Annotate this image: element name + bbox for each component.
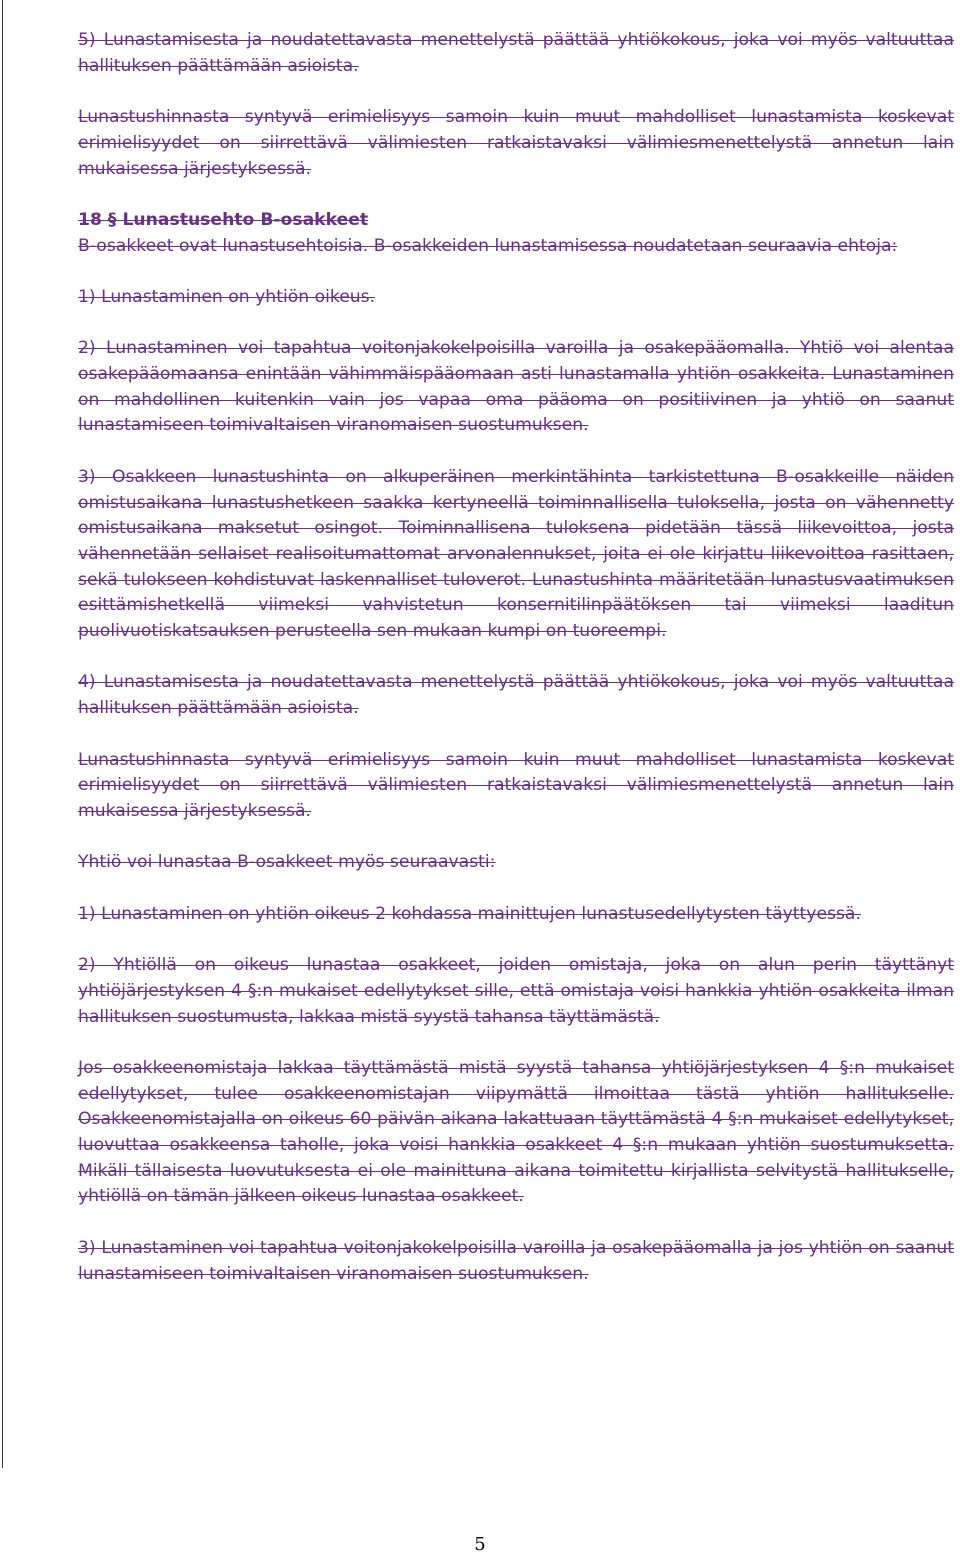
paragraph-1-conditions: 1) Lunastaminen on yhtiön oikeus 2 kohdassa mainittujen lunastusedellytysten täyttyessä. <box>78 903 861 924</box>
paragraph-1-right: 1) Lunastaminen on yhtiön oikeus. <box>78 286 376 307</box>
paragraph-also-redeem: Yhtiö voi lunastaa B-osakkeet myös seuraavasti: <box>78 852 496 873</box>
document-body <box>78 28 954 1313</box>
paragraph-2-funds: 2) Lunastaminen voi tapahtua voitonjakokelpoisilla varoilla ja osakepääomalla. Yhtiö voi alentaa osakepääomaansa enintään vähimmäispääomaan asti lunastamalla yhtiön osakkeita. Lunastaminen on mahdollinen kuitenkin vain jos vapaa oma pääoma on positiivinen ja yhtiö on saanut lunastamiseen toimivaltaisen viranomaisen suostumuksen. <box>78 338 954 436</box>
section-heading: 18 § Lunastusehto B-osakkeet <box>78 209 369 230</box>
section-18-block <box>78 208 954 259</box>
paragraph-notification: Jos osakkeenomistaja lakkaa täyttämästä mistä syystä tahansa yhtiöjärjestyksen 4 §:n mukaiset edellytykset, tulee osakkeenomistajan viipymättä ilmoittaa tästä yhtiön hallitukselle. Osakkeenomistajalla on oikeus 60 päivän aikana lakattuaan täyttämästä 4 §:n mukaiset edellytykset, luovuttaa osakkeensa taholle, joka voisi hankkia osakkeet 4 §:n mukaan yhtiön suostumuksetta. Mikäli tällaisesta luovutuksesta ei ole mainittuna aikana toimitettu kirjallista selvitystä hallitukselle, yhtiöllä on tämän jälkeen oikeus lunastaa osakkeet. <box>78 1057 954 1207</box>
page-number: 5 <box>474 1534 486 1555</box>
paragraph-dispute-repeat: Lunastushinnasta syntyvä erimielisyys samoin kuin muut mahdolliset lunastamista koskevat erimielisyydet on siirrettävä välimiesten ratkaistavaksi välimiesmenettelystä annetun lain mukaisessa järjestyksessä. <box>78 749 954 821</box>
paragraph-3-funds: 3) Lunastaminen voi tapahtua voitonjakokelpoisilla varoilla ja osakepääomalla ja jos yhtiön on saanut lunastamiseen toimivaltaisen viranomaisen suostumuksen. <box>78 1237 954 1284</box>
section-intro: B-osakkeet ovat lunastusehtoisia. B-osakkeiden lunastamisessa noudatetaan seuraavia ehtoja: <box>78 235 898 256</box>
paragraph-4-decision: 4) Lunastamisesta ja noudatettavasta menettelystä päättää yhtiökokous, joka voi myös valtuuttaa hallituksen päättämään asioista. <box>78 672 954 719</box>
paragraph-2-owner: 2) Yhtiöllä on oikeus lunastaa osakkeet, joiden omistaja, joka on alun perin täyttänyt yhtiöjärjestyksen 4 §:n mukaiset edellytykset sille, että omistaja voisi hankkia yhtiön osakkeita ilman hallituksen suostumusta, lakkaa mistä syystä tahansa täyttämästä. <box>78 955 954 1027</box>
paragraph-5-decision: 5) Lunastamisesta ja noudatettavasta menettelystä päättää yhtiökokous, joka voi myös valtuuttaa hallituksen päättämään asioista. <box>78 30 954 76</box>
paragraph-dispute: Lunastushinnasta syntyvä erimielisyys samoin kuin muut mahdolliset lunastamista koskevat erimielisyydet on siirrettävä välimiesten ratkaistavaksi välimiesmenettelystä annetun lain mukaisessa järjestyksessä. <box>78 107 954 179</box>
paragraph-3-price: 3) Osakkeen lunastushinta on alkuperäinen merkintähinta tarkistettuna B-osakkeille näiden omistusaikana lunastushetkeen saakka kertyneellä toiminnallisella tuloksella, josta on vähennetty omistusaikana maksetut osingot. Toiminnallisena tuloksena pidetään tässä liikevoittoa, josta vähennetään sellaiset realisoitumattomat arvonalennukset, joita ei ole kirjattu liikevoittoa rasittaen, sekä tulokseen kohdistuvat laskennalliset tuloverot. Lunastushinta määritetään lunastusvaatimuksen esittämishetkellä viimeksi vahvistetun konsernitilinpäätöksen tai viimeksi laaditun puolivuotiskatsauksen perusteella sen mukaan kumpi on tuoreempi. <box>78 466 954 642</box>
page-margin-line <box>2 0 3 1468</box>
